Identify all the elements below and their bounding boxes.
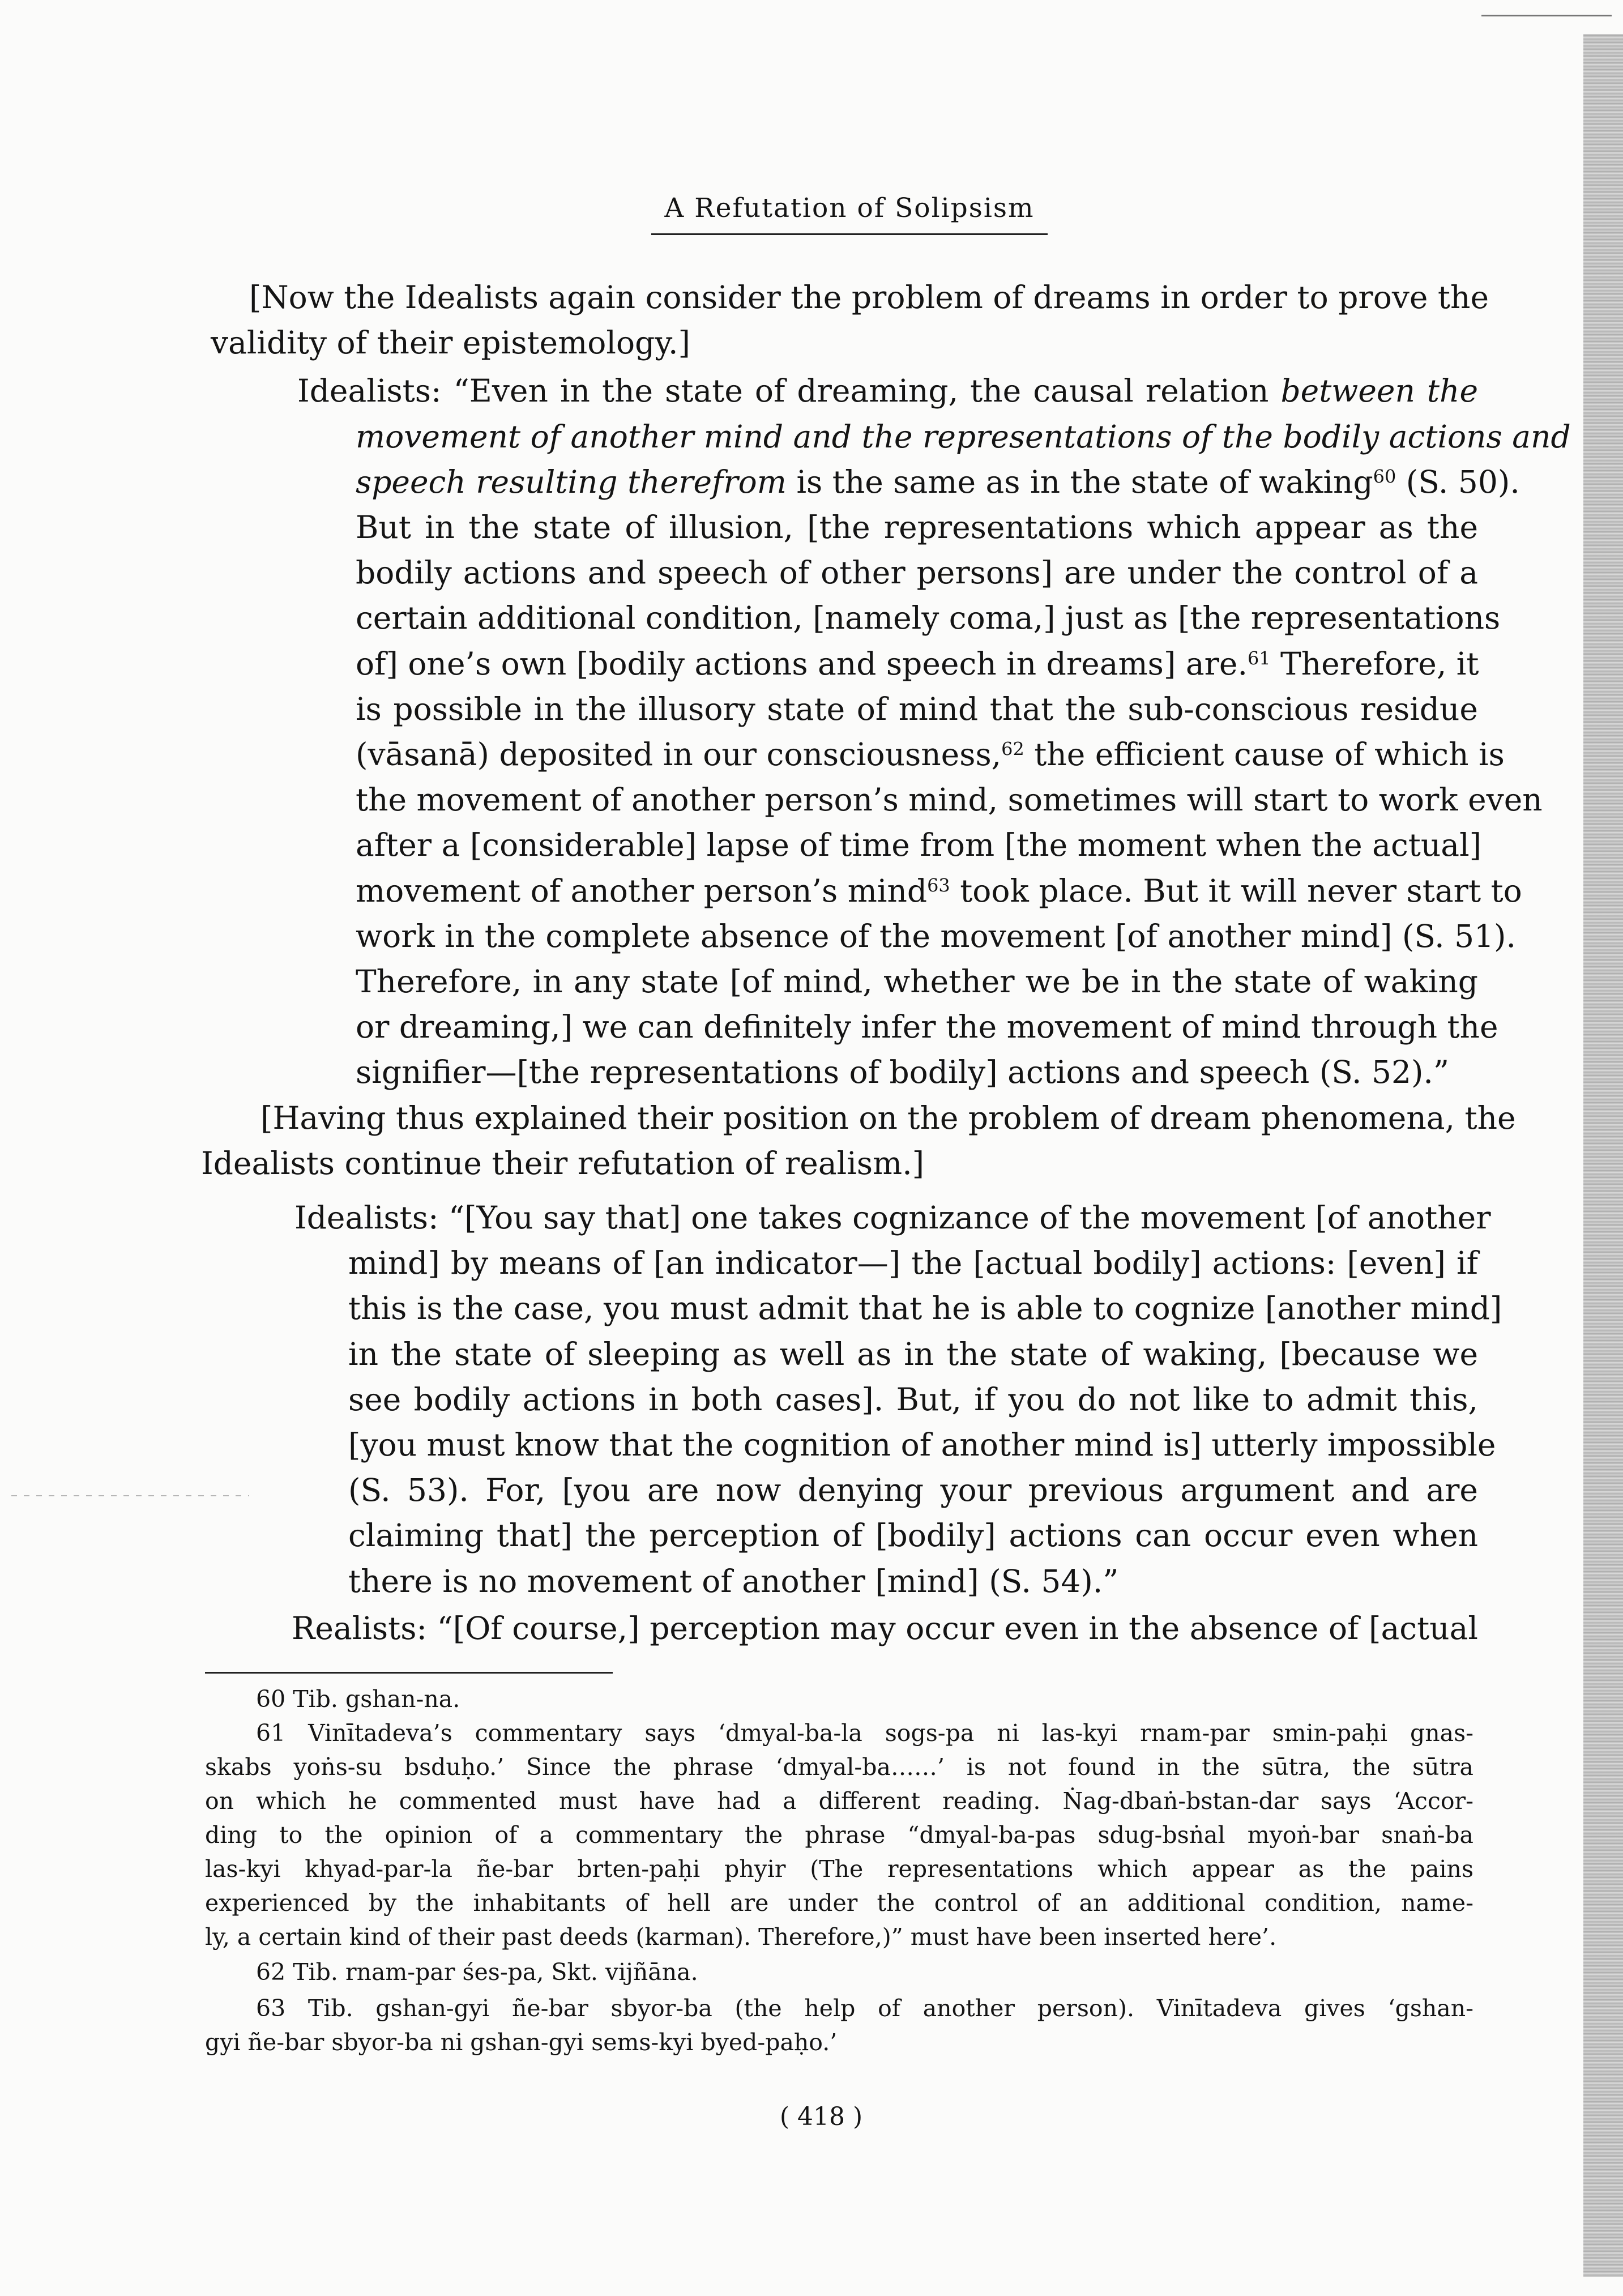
p2-line-2-italic: movement of another mind and the representations of the bodily actions and	[356, 419, 1571, 455]
p4-line-9: there is no movement of another [mind] (S. 54).”	[348, 1563, 1119, 1599]
footnote-ref-61: 61	[1247, 647, 1271, 669]
p2-line-3-italic: speech resulting therefrom	[356, 464, 787, 500]
speaker-idealists: Idealists:	[297, 373, 442, 409]
p2-line-3-tail: (S. 50).	[1406, 464, 1520, 500]
p2-line-12-text: movement of another person’s mind	[356, 873, 928, 909]
p4-line-6: [you must know that the cognition of another mind is] utterly impossible	[348, 1427, 1496, 1463]
p2-line-10: the movement of another person’s mind, sometimes will start to work even	[356, 782, 1543, 818]
running-title: A Refutation of Solipsism	[664, 193, 1035, 224]
footnote-61-line-6: experienced by the inhabitants of hell are under the control of an additional condition, name-	[205, 1889, 1473, 1917]
p2-line-8: is possible in the illusory state of mind that the sub-conscious residue	[356, 691, 1478, 727]
footnote-ref-63: 63	[927, 874, 950, 897]
p5-line-1	[292, 1606, 1478, 1651]
p1-line-2: validity of their epistemology.]	[211, 325, 690, 361]
p4-line-1	[294, 1195, 1491, 1240]
p4-line-8: claiming that] the perception of [bodily] actions can occur even when	[348, 1517, 1478, 1554]
p2-line-1-text: “Even in the state of dreaming, the causal relation	[453, 373, 1269, 409]
footnote-63-line-1: 63 Tib. gshan-gyi ñe-bar sbyor-ba (the help of another person). Vinītadeva gives ‘gshan-	[256, 1995, 1473, 2022]
p4-line-7: (S. 53). For, [you are now denying your previous argument and are	[348, 1472, 1478, 1508]
p2-line-15: or dreaming,] we can definitely infer the movement of mind through the	[356, 1009, 1498, 1045]
p2-line-9-text: (vāsanā) deposited in our consciousness,	[356, 736, 1002, 773]
p4-line-5: see bodily actions in both cases]. But, if you do not like to admit this,	[348, 1381, 1478, 1418]
footnote-62: 62 Tib. rnam-par śes-pa, Skt. vijñāna.	[256, 1958, 698, 1986]
p2-line-3-text: is the same as in the state of waking	[796, 464, 1373, 500]
speaker-realists: Realists:	[292, 1610, 428, 1646]
p3-line-1: [Having thus explained their position on the problem of dream phenomena, the	[260, 1100, 1516, 1136]
p1-line-1: [Now the Idealists again consider the problem of dreams in order to prove the	[249, 279, 1489, 315]
p4-line-2: mind] by means of [an indicator—] the [actual bodily] actions: [even] if	[348, 1245, 1478, 1281]
p2-line-7-text: of] one’s own [bodily actions and speech in dreams] are.	[356, 646, 1248, 682]
p2-line-1	[297, 368, 1478, 413]
p2-line-11: after a [considerable] lapse of time from [the moment when the actual]	[356, 827, 1482, 863]
p2-line-9	[356, 732, 1505, 777]
scan-artifact-dashes	[11, 1495, 249, 1496]
p2-line-5: bodily actions and speech of other persons] are under the control of a	[356, 554, 1478, 591]
p4-line-1-text: “[You say that] one takes cognizance of the movement [of another	[449, 1200, 1491, 1236]
p2-line-7	[356, 641, 1478, 686]
p5-line-1-text: “[Of course,] perception may occur even in the absence of [actual	[437, 1610, 1478, 1646]
p2-line-14: Therefore, in any state [of mind, whether we be in the state of waking	[356, 963, 1478, 1000]
running-title-rule	[651, 233, 1048, 235]
scan-shadow-edge	[1583, 34, 1623, 2277]
p2-line-2	[356, 414, 1571, 459]
speaker-idealists-2: Idealists:	[294, 1200, 439, 1236]
p3-line-2: Idealists continue their refutation of realism.]	[201, 1145, 925, 1181]
p2-line-1-italic: between the	[1280, 373, 1479, 409]
footnote-ref-62: 62	[1001, 738, 1024, 760]
footnote-61-line-1: 61 Vinītadeva’s commentary says ‘dmyal-ba-la sogs-pa ni las-kyi rnam-par smin-paḥi gnas-	[256, 1719, 1473, 1747]
footnote-61-line-7: ly, a certain kind of their past deeds (karman). Therefore,)” must have been inserted here’.	[205, 1923, 1277, 1951]
p2-line-12-tail: took place. But it will never start to	[960, 873, 1522, 909]
footnote-61-line-2: skabs yoṅs-su bsduḥo.’ Since the phrase ‘dmyal-ba……’ is not found in the sūtra, the sūtra	[205, 1753, 1473, 1781]
page-number: ( 418 )	[779, 2102, 863, 2131]
p4-line-4: in the state of sleeping as well as in the state of waking, [because we	[348, 1336, 1478, 1372]
p2-line-16: signifier—[the representations of bodily] actions and speech (S. 52).”	[356, 1054, 1450, 1090]
footnote-63-line-2: gyi ñe-bar sbyor-ba ni gshan-gyi sems-kyi byed-paḥo.’	[205, 2029, 838, 2056]
p2-line-6: certain additional condition, [namely coma,] just as [the representations	[356, 600, 1501, 636]
footnote-61-line-5: las-kyi khyad-par-la ñe-bar brten-paḥi phyir (The representations which appear as the pains	[205, 1855, 1473, 1883]
p2-line-9-tail: the efficient cause of which is	[1034, 736, 1505, 773]
p4-line-3: this is the case, you must admit that he is able to cognize [another mind]	[348, 1290, 1502, 1326]
p2-line-12	[356, 868, 1522, 914]
footnote-60: 60 Tib. gshan-na.	[256, 1685, 460, 1713]
footnote-61-line-3: on which he commented must have had a different reading. Ṅag-dbaṅ-bstan-dar says ‘Accor-	[205, 1787, 1473, 1815]
footnote-rule	[205, 1672, 613, 1674]
p2-line-13: work in the complete absence of the movement [of another mind] (S. 51).	[356, 918, 1516, 954]
footnote-61-line-4: ding to the opinion of a commentary the phrase “dmyal-ba-pas sdug-bsṅal myoṅ-bar snaṅ-ba	[205, 1821, 1473, 1849]
p2-line-3	[356, 459, 1520, 505]
p2-line-4: But in the state of illusion, [the representations which appear as the	[356, 509, 1478, 545]
top-scan-rule	[1481, 15, 1612, 16]
p2-line-7-tail: Therefore, it	[1280, 646, 1479, 682]
footnote-ref-60: 60	[1373, 466, 1396, 488]
